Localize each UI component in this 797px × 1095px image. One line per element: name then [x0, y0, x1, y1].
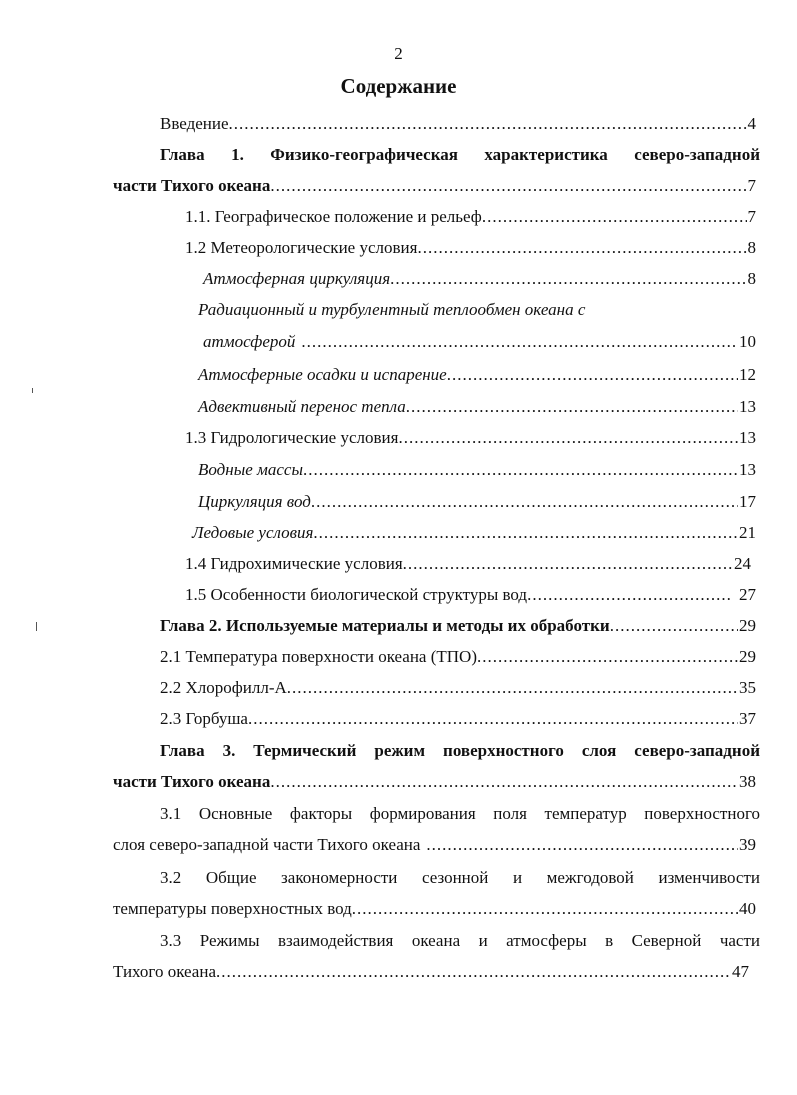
toc-title: Содержание [340, 74, 457, 98]
toc-entry-heat-exchange[interactable] [203, 330, 756, 354]
toc-entry-page: 29 [739, 647, 756, 666]
toc-entry-page: 29 [739, 616, 756, 635]
toc-entry-text: Глава 2. Используемые материалы и методы их обработки [160, 616, 610, 635]
toc-entry-page: 27 [739, 585, 756, 604]
toc-entry-2-1[interactable] [160, 645, 756, 669]
page-number: 2 [394, 44, 403, 63]
toc-entry-text: части Тихого океана [113, 176, 271, 195]
toc-entry-page: 7 [747, 176, 756, 195]
toc-entry-text: Водные массы [198, 460, 303, 479]
toc-chapter-3[interactable] [113, 770, 756, 794]
toc-chapter-2[interactable] [160, 614, 756, 638]
scan-mark [32, 388, 33, 393]
toc-entry-text: 1.2 Метеорологические условия [185, 238, 418, 257]
toc-entry-page: 17 [739, 492, 756, 511]
toc-entry-heat-exchange-line1[interactable] [198, 298, 678, 322]
scan-mark [36, 622, 37, 631]
toc-entry-2-3[interactable] [160, 707, 756, 731]
toc-entry-introduction[interactable] [160, 112, 756, 136]
toc-entry-text: Введение [160, 114, 229, 133]
toc-entry-page: 39 [739, 835, 756, 854]
toc-entry-1-2[interactable] [185, 236, 756, 260]
toc-entry-text: Атмосферные осадки и испарение [198, 365, 447, 384]
toc-entry-ice-conditions[interactable] [192, 521, 756, 545]
toc-entry-text: 2.1 Температура поверхности океана (ТПО) [160, 647, 477, 666]
toc-entry-page: 47 [732, 962, 749, 981]
toc-chapter-1-line1[interactable]: Глава 1. Физико-географическая характеристика северо-западной [160, 145, 760, 164]
toc-entry-water-masses[interactable] [198, 458, 756, 482]
toc-entry-page: 7 [747, 207, 756, 226]
toc-entry-page: 12 [739, 365, 756, 384]
toc-entry-3-3-line1[interactable]: 3.3 Режимы взаимодействия океана и атмосферы в Северной части [160, 931, 760, 950]
toc-entry-page: 13 [739, 397, 756, 416]
toc-entry-text: 1.5 Особенности биологической структуры вод [185, 585, 528, 604]
toc-entry-page: 8 [747, 238, 756, 257]
toc-entry-text: 2.2 Хлорофилл-А [160, 678, 287, 697]
toc-entry-page: 38 [739, 772, 756, 791]
toc-entry-text: атмосферой [203, 332, 296, 351]
toc-entry-page: 10 [739, 332, 756, 351]
toc-entry-page: 8 [747, 269, 756, 288]
toc-entry-text: Циркуляция вод [198, 492, 311, 511]
toc-entry-page: 13 [739, 428, 756, 447]
toc-entry-3-3[interactable] [113, 960, 749, 984]
toc-entry-text: Радиационный и турбулентный теплообмен океана с [198, 300, 586, 319]
toc-chapter-1[interactable] [113, 174, 756, 198]
toc-entry-text: Ледовые условия [192, 523, 314, 542]
toc-entry-text: Атмосферная циркуляция [203, 269, 391, 288]
toc-entry-1-4[interactable] [185, 552, 751, 576]
toc-entry-text: 2.3 Горбуша [160, 709, 248, 728]
toc-entry-page: 13 [739, 460, 756, 479]
toc-entry-text: части Тихого океана [113, 772, 271, 791]
toc-entry-page: 35 [739, 678, 756, 697]
toc-entry-2-2[interactable] [160, 676, 756, 700]
toc-entry-page: 37 [739, 709, 756, 728]
toc-entry-3-2-line1[interactable]: 3.2 Общие закономерности сезонной и межгодовой изменчивости [160, 868, 760, 887]
toc-entry-precipitation[interactable] [198, 363, 756, 387]
toc-entry-1-5[interactable] [185, 583, 756, 607]
toc-entry-3-2[interactable] [113, 897, 756, 921]
toc-entry-1-3[interactable] [185, 426, 756, 450]
toc-entry-3-1-line1[interactable]: 3.1 Основные факторы формирования поля температур поверхностного [160, 804, 760, 823]
toc-entry-text: 1.1. Географическое положение и рельеф [185, 207, 482, 226]
toc-entry-text: 1.4 Гидрохимические условия [185, 554, 403, 573]
toc-entry-page: 24 [734, 554, 751, 573]
toc-entry-text: 1.3 Гидрологические условия [185, 428, 399, 447]
toc-entry-advective-transfer[interactable] [198, 395, 756, 419]
toc-entry-text: Тихого океана [113, 962, 216, 981]
toc-entry-water-circulation[interactable] [198, 490, 756, 514]
toc-entry-atmospheric-circulation[interactable] [203, 267, 756, 291]
toc-entry-page: 21 [739, 523, 756, 542]
toc-entry-text: слоя северо-западной части Тихого океана [113, 835, 421, 854]
toc-entry-page: 40 [739, 899, 756, 918]
toc-entry-1-1[interactable] [185, 205, 756, 229]
toc-entry-text: температуры поверхностных вод [113, 899, 352, 918]
toc-entry-page: 4 [747, 114, 756, 133]
toc-entry-3-1[interactable] [113, 833, 756, 857]
toc-chapter-3-line1[interactable]: Глава 3. Термический режим поверхностного слоя северо-западной [160, 741, 760, 760]
toc-entry-text: Адвективный перенос тепла [198, 397, 406, 416]
